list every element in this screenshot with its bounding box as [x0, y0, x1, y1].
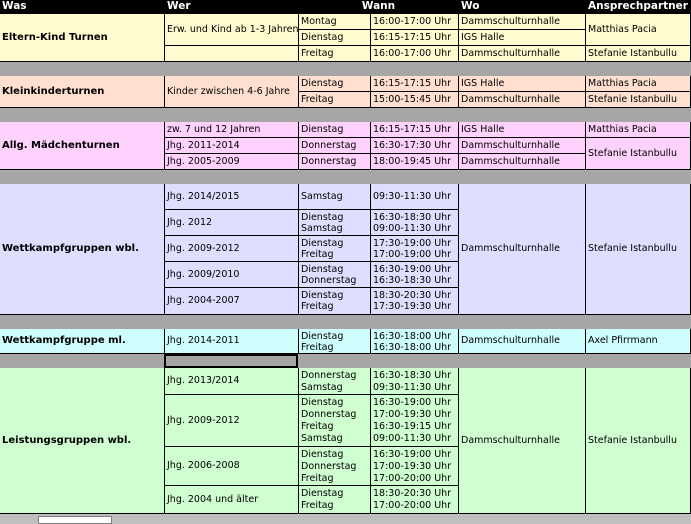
contact-cell[interactable]: Stefanie Istanbullu: [586, 46, 691, 62]
day-cell[interactable]: Donnerstag: [299, 154, 371, 170]
wer-cell[interactable]: Jhg. 2012: [165, 210, 299, 236]
wer-cell[interactable]: Jhg. 2005-2009: [165, 154, 299, 170]
group-name[interactable]: Eltern-Kind Turnen: [0, 14, 165, 62]
location-cell[interactable]: Dammschulturnhalle: [459, 184, 586, 315]
time-cell-line: 17:00-20:00 Uhr: [373, 500, 452, 511]
header-ansprechpartner[interactable]: Ansprechpartner: [586, 0, 691, 14]
location-cell[interactable]: IGS Halle: [459, 122, 586, 138]
wer-cell[interactable]: Kinder zwischen 4-6 Jahre: [165, 76, 299, 108]
header-wann[interactable]: Wann: [299, 0, 459, 14]
wer-cell[interactable]: Jhg. 2004 und älter: [165, 486, 299, 514]
time-cell[interactable]: 16:15-17:15 Uhr: [371, 76, 459, 92]
header-was[interactable]: Was: [0, 0, 165, 14]
time-cell-line: 16:30-18:30 Uhr: [373, 212, 452, 223]
group-name[interactable]: Wettkampfgruppen wbl.: [0, 184, 165, 315]
day-cell[interactable]: [299, 447, 371, 486]
day-cell-line: Donnerstag: [301, 275, 357, 286]
day-cell[interactable]: [299, 236, 371, 262]
time-cell-line: 17:00-19:00 Uhr: [373, 249, 452, 260]
time-cell-line: 17:00-19:30 Uhr: [373, 409, 452, 420]
time-cell[interactable]: 16:30-17:30 Uhr: [371, 138, 459, 154]
time-cell-line: 09:00-11:30 Uhr: [373, 433, 452, 444]
time-cell-line: 16:30-19:15 Uhr: [373, 421, 452, 432]
time-cell-line: 16:30-19:00 Uhr: [373, 264, 452, 275]
location-cell[interactable]: Dammschulturnhalle: [459, 329, 586, 354]
wer-cell[interactable]: Jhg. 2014-2011: [165, 329, 299, 354]
contact-cell[interactable]: Axel Pfirrmann: [586, 329, 691, 354]
wer-cell[interactable]: Jhg. 2004-2007: [165, 288, 299, 315]
contact-cell[interactable]: Stefanie Istanbullu: [586, 184, 691, 315]
day-cell[interactable]: [299, 486, 371, 514]
time-cell-line: 18:30-20:30 Uhr: [373, 488, 452, 499]
day-cell-line: Freitag: [301, 500, 334, 511]
time-cell[interactable]: 18:00-19:45 Uhr: [371, 154, 459, 170]
time-cell[interactable]: 15:00-15:45 Uhr: [371, 92, 459, 108]
time-cell-line: 16:30-18:00 Uhr: [373, 331, 452, 342]
time-cell-line: 16:30-19:00 Uhr: [373, 449, 452, 460]
time-cell-line: 09:30-11:30 Uhr: [373, 382, 452, 393]
day-cell[interactable]: Dienstag: [299, 76, 371, 92]
separator-row: [0, 315, 691, 329]
sheet-tab[interactable]: [38, 516, 112, 524]
time-cell[interactable]: [371, 447, 459, 486]
day-cell-line: Donnerstag: [301, 461, 357, 472]
selected-cell[interactable]: [164, 354, 298, 368]
time-cell[interactable]: [371, 236, 459, 262]
time-cell-line: 16:30-19:00 Uhr: [373, 397, 452, 408]
day-cell[interactable]: [299, 262, 371, 288]
day-cell-line: Dienstag: [301, 397, 344, 408]
day-cell[interactable]: [299, 368, 371, 395]
wer-cell[interactable]: zw. 7 und 12 Jahren: [165, 122, 299, 138]
wer-cell[interactable]: Jhg. 2006-2008: [165, 447, 299, 486]
contact-cell[interactable]: Matthias Pacia: [586, 76, 691, 92]
location-cell[interactable]: IGS Halle: [459, 76, 586, 92]
time-cell-line: 17:00-19:30 Uhr: [373, 461, 452, 472]
day-cell[interactable]: [299, 329, 371, 354]
day-cell-line: Dienstag: [301, 331, 344, 342]
wer-cell[interactable]: Jhg. 2009/2010: [165, 262, 299, 288]
time-cell-line: 17:00-20:00 Uhr: [373, 473, 452, 484]
time-cell[interactable]: 16:15-17:15 Uhr: [371, 122, 459, 138]
location-cell[interactable]: Dammschulturnhalle: [459, 14, 586, 30]
day-cell[interactable]: Montag: [299, 14, 371, 30]
day-cell-line: Dienstag: [301, 238, 344, 249]
time-cell[interactable]: [371, 210, 459, 236]
group-name[interactable]: Wettkampfgruppe ml.: [0, 329, 165, 354]
time-cell-line: 09:00-11:30 Uhr: [373, 223, 452, 234]
time-cell[interactable]: [371, 395, 459, 447]
time-cell-line: 16:30-18:00 Uhr: [373, 342, 452, 353]
header-wo[interactable]: Wo: [459, 0, 586, 14]
location-cell[interactable]: Dammschulturnhalle: [459, 368, 586, 514]
time-cell-line: 17:30-19:30 Uhr: [373, 301, 452, 312]
day-cell-line: Donnerstag: [301, 409, 357, 420]
time-cell-line: 18:30-20:30 Uhr: [373, 290, 452, 301]
day-cell[interactable]: Donnerstag: [299, 138, 371, 154]
group-name[interactable]: Leistungsgruppen wbl.: [0, 368, 165, 514]
separator-row: [0, 108, 691, 122]
group-name[interactable]: Kleinkinderturnen: [0, 76, 165, 108]
wer-cell[interactable]: Jhg. 2014/2015: [165, 184, 299, 210]
day-cell-line: Dienstag: [301, 264, 344, 275]
day-cell[interactable]: [299, 210, 371, 236]
day-cell[interactable]: Freitag: [299, 92, 371, 108]
time-cell-line: 16:30-18:30 Uhr: [373, 370, 452, 381]
time-cell[interactable]: [371, 329, 459, 354]
wer-cell[interactable]: [165, 46, 299, 62]
day-cell-line: Samstag: [301, 433, 343, 444]
day-cell-line: Donnerstag: [301, 370, 357, 381]
time-cell[interactable]: 16:00-17:00 Uhr: [371, 14, 459, 30]
location-cell[interactable]: Dammschulturnhalle: [459, 46, 586, 62]
time-cell[interactable]: [371, 288, 459, 315]
separator-row: [0, 354, 691, 368]
group-name[interactable]: Allg. Mädchenturnen: [0, 122, 165, 170]
day-cell[interactable]: [299, 395, 371, 447]
separator-row: [0, 62, 691, 76]
location-cell[interactable]: Dammschulturnhalle: [459, 92, 586, 108]
day-cell-line: Samstag: [301, 382, 343, 393]
time-cell[interactable]: 16:15-17:15 Uhr: [371, 30, 459, 46]
day-cell-line: Freitag: [301, 249, 334, 260]
location-cell[interactable]: Dammschulturnhalle: [459, 154, 586, 170]
time-cell-line: 17:30-19:00 Uhr: [373, 238, 452, 249]
day-cell[interactable]: Dienstag: [299, 30, 371, 46]
time-cell[interactable]: [371, 262, 459, 288]
day-cell-line: Freitag: [301, 342, 334, 353]
day-cell-line: Samstag: [301, 223, 343, 234]
wer-cell[interactable]: Jhg. 2009-2012: [165, 395, 299, 447]
wer-cell[interactable]: Jhg. 2011-2014: [165, 138, 299, 154]
location-cell[interactable]: IGS Halle: [459, 30, 586, 46]
location-cell[interactable]: Dammschulturnhalle: [459, 138, 586, 154]
time-cell-line: 16:30-18:30 Uhr: [373, 275, 452, 286]
contact-cell[interactable]: Stefanie Istanbullu: [586, 92, 691, 108]
contact-cell[interactable]: Stefanie Istanbullu: [586, 138, 691, 170]
day-cell[interactable]: Freitag: [299, 46, 371, 62]
contact-cell[interactable]: Matthias Pacia: [586, 14, 691, 46]
header-wer[interactable]: Wer: [165, 0, 299, 14]
time-cell[interactable]: [371, 486, 459, 514]
wer-cell[interactable]: Erw. und Kind ab 1-3 Jahren: [165, 14, 299, 46]
day-cell-line: Freitag: [301, 421, 334, 432]
day-cell-line: Dienstag: [301, 449, 344, 460]
day-cell[interactable]: Dienstag: [299, 122, 371, 138]
contact-cell[interactable]: Stefanie Istanbullu: [586, 368, 691, 514]
day-cell[interactable]: Samstag: [299, 184, 371, 210]
day-cell-line: Freitag: [301, 473, 334, 484]
time-cell[interactable]: 16:00-17:00 Uhr: [371, 46, 459, 62]
day-cell[interactable]: [299, 288, 371, 315]
day-cell-line: Freitag: [301, 301, 334, 312]
wer-cell[interactable]: Jhg. 2013/2014: [165, 368, 299, 395]
wer-cell[interactable]: Jhg. 2009-2012: [165, 236, 299, 262]
time-cell[interactable]: [371, 368, 459, 395]
separator-row: [0, 170, 691, 184]
time-cell[interactable]: 09:30-11:30 Uhr: [371, 184, 459, 210]
day-cell-line: Dienstag: [301, 290, 344, 301]
day-cell-line: Dienstag: [301, 212, 344, 223]
contact-cell[interactable]: Matthias Pacia: [586, 122, 691, 138]
day-cell-line: Dienstag: [301, 488, 344, 499]
